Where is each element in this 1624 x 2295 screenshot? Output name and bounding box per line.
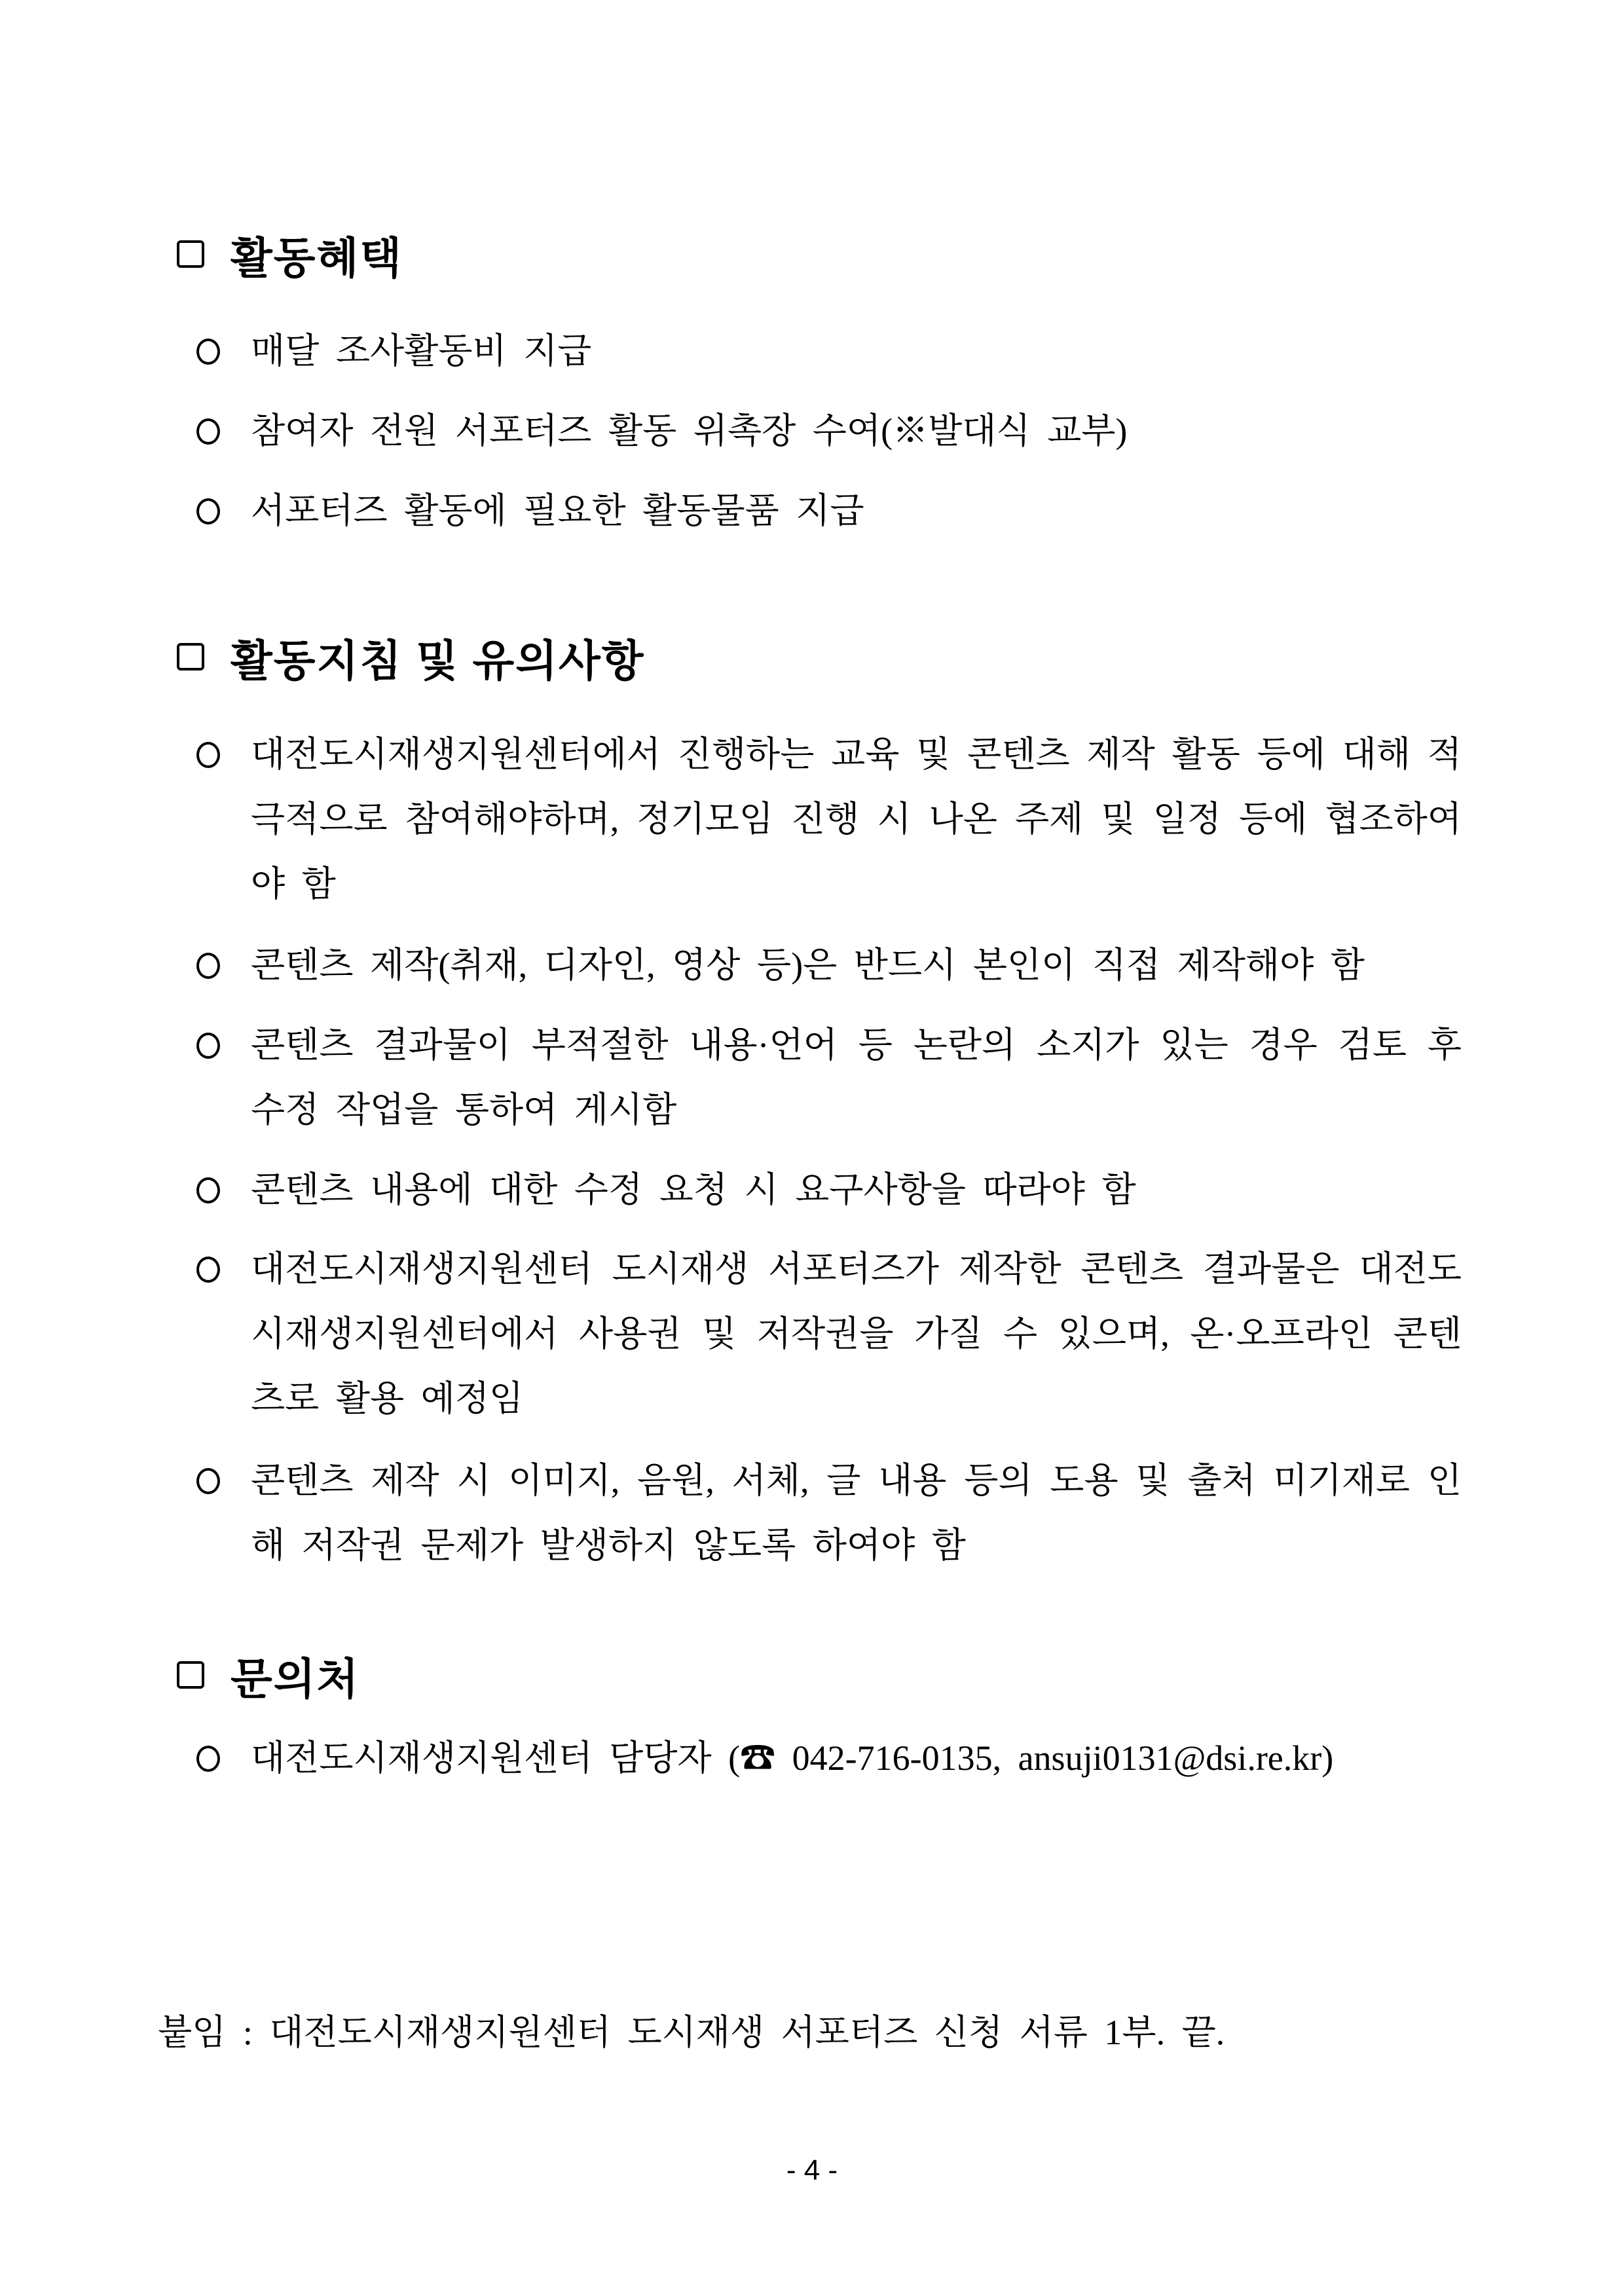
list-item: 콘텐츠 내용에 대한 수정 요청 시 요구사항을 따라야 함 bbox=[196, 1158, 1462, 1222]
list-item: 대전도시재생지원센터에서 진행하는 교육 및 콘텐츠 제작 활동 등에 대해 적극적으로 참여해야하며, 정기모임 진행 시 나온 주제 및 일정 등에 협조하여야 함 bbox=[196, 722, 1462, 917]
section-heading-benefits bbox=[177, 225, 403, 284]
contact-item bbox=[196, 1726, 1462, 1791]
section-heading-guidelines bbox=[177, 627, 644, 686]
circle-bullet-icon bbox=[196, 742, 220, 768]
section-title: 문의처 bbox=[231, 1654, 360, 1703]
circle-bullet-icon bbox=[196, 1033, 220, 1059]
list-item: 참여자 전원 서포터즈 활동 위촉장 수여(※발대식 교부) bbox=[196, 399, 1462, 464]
phone-icon: ☎ bbox=[740, 1738, 776, 1778]
circle-bullet-icon bbox=[196, 1746, 220, 1772]
list-item: 콘텐츠 결과물이 부적절한 내용·언어 등 논란의 소지가 있는 경우 검토 후 수정 작업을 통하여 게시함 bbox=[196, 1013, 1462, 1143]
section-title: 활동지침 및 유의사항 bbox=[231, 636, 645, 685]
circle-bullet-icon bbox=[196, 498, 220, 524]
separator: , bbox=[992, 1738, 1018, 1778]
page-number: - 4 - bbox=[786, 2154, 838, 2186]
list-item: 콘텐츠 제작(취재, 디자인, 영상 등)은 반드시 본인이 직접 제작해야 함 bbox=[196, 933, 1462, 998]
circle-bullet-icon bbox=[196, 418, 220, 445]
list-item: 서포터즈 활동에 필요한 활동물품 지급 bbox=[196, 479, 1462, 543]
list-item: 매달 조사활동비 지급 bbox=[196, 319, 1462, 384]
contact-phone: 042-716-0135 bbox=[792, 1738, 993, 1778]
list-item: 대전도시재생지원센터 도시재생 서포터즈가 제작한 콘텐츠 결과물은 대전도시재생지원센터에서 사용권 및 저작권을 가질 수 있으며, 온·오프라인 콘텐츠로 활용 예정임 bbox=[196, 1237, 1462, 1431]
circle-bullet-icon bbox=[196, 339, 220, 365]
contact-label: 대전도시재생지원센터 담당자 ( bbox=[251, 1738, 741, 1778]
circle-bullet-icon bbox=[196, 1468, 220, 1494]
circle-bullet-icon bbox=[196, 953, 220, 979]
list-item: 콘텐츠 제작 시 이미지, 음원, 서체, 글 내용 등의 도용 및 출처 미기재로 인해 저작권 문제가 발생하지 않도록 하여야 함 bbox=[196, 1448, 1462, 1578]
square-bullet-icon bbox=[177, 1661, 204, 1689]
attachment-note: 붙임 : 대전도시재생지원센터 도시재생 서포터즈 신청 서류 1부. 끝. bbox=[158, 2013, 1225, 2052]
section-heading-contact bbox=[177, 1645, 360, 1704]
square-bullet-icon bbox=[177, 240, 204, 268]
square-bullet-icon bbox=[177, 643, 204, 670]
closing-paren: ) bbox=[1321, 1738, 1334, 1778]
contact-email: ansuji0131@dsi.re.kr bbox=[1018, 1738, 1322, 1778]
circle-bullet-icon bbox=[196, 1177, 220, 1203]
section-title: 활동혜택 bbox=[231, 233, 403, 282]
circle-bullet-icon bbox=[196, 1257, 220, 1283]
